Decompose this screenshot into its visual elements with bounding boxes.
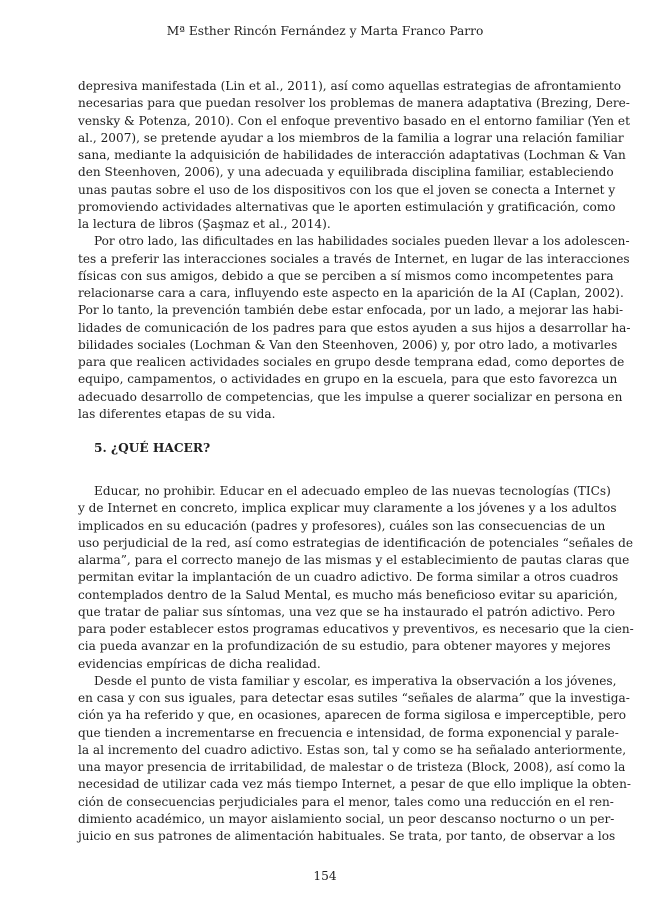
text-line: la al incremento del cuadro adictivo. Estas son, tal y como se ha señalado anteriormente, [78, 742, 627, 757]
running-head: Mª Esther Rincón Fernández y Marta Franco Parro [166, 24, 484, 38]
text-line: permitan evitar la implantación de un cuadro adictivo. De forma similar a otros cuadros [78, 570, 619, 585]
text-line: dimiento académico, un mayor aislamiento social, un peor descanso nocturno o un per- [78, 811, 615, 826]
text-line: ción de consecuencias perjudiciales para el menor, tales como una reducción en el ren- [78, 794, 614, 809]
text-line: cia pueda avanzar en la profundización de su estudio, para obtener mayores y mejores [78, 639, 611, 654]
paragraph [78, 233, 631, 423]
text-line: unas pautas sobre el uso de los dispositivos con los que el joven se conecta a Internet y [78, 182, 616, 197]
text-line: al., 2007), se pretende ayudar a los miembros de la familia a lograr una relación familiar [78, 130, 624, 145]
text-line: Educar, no prohibir. Educar en el adecuado empleo de las nuevas tecnologías (TICs) [94, 484, 611, 498]
text-line: relacionarse cara a cara, influyendo este aspecto en la aparición de la AI (Caplan, 2002). [78, 286, 624, 300]
paragraph [78, 78, 630, 233]
text-line: necesarias para que puedan resolver los problemas de manera adaptativa (Brezing, Dere- [78, 96, 630, 111]
text-line: en casa y con sus iguales, para detectar esas sutiles “señales de alarma” que la investiga- [78, 691, 630, 705]
text-line: den Steenhoven, 2006), y una adecuada y equilibrada disciplina familiar, estableciendo [78, 165, 614, 180]
text-line: para poder establecer estos programas educativos y preventivos, es necesario que la cien- [78, 622, 634, 636]
paragraph [78, 483, 634, 673]
text-line: uso perjudicial de la red, así como estrategias de identificación de potenciales “señales de [78, 535, 634, 550]
section-paragraphs [78, 483, 634, 845]
text-line: alarma”, para el correcto manejo de las mismas y el establecimiento de pautas claras que [78, 553, 630, 567]
text-line: promoviendo actividades alternativas que le aporten estimulación y gratificación, como [78, 199, 616, 214]
text-line: y de Internet en concreto, implica explicar muy claramente a los jóvenes y a los adultos [78, 501, 617, 516]
text-line: equipo, campamentos, o actividades en grupo en la escuela, para que esto favorezca un [78, 372, 618, 387]
text-line: lidades de comunicación de los padres para que estos ayuden a sus hijos a desarrollar ha- [78, 320, 631, 335]
text-line: que tienden a incrementarse en frecuencia e intensidad, de forma exponencial y parale- [78, 725, 619, 740]
text-line: necesidad de utilizar cada vez más tiempo Internet, a pesar de que ello implique la obten- [78, 777, 631, 792]
text-line: físicas con sus amigos, debido a que se perciben a sí mismos como incompetentes para [78, 268, 614, 283]
text-line: juicio en sus patrones de alimentación habituales. Se trata, por tanto, de observar a los [78, 829, 616, 843]
text-line: para que realicen actividades sociales en grupo desde temprana edad, como deportes de [78, 355, 625, 369]
text-line: implicados en su educación (padres y profesores), cuáles son las consecuencias de un [78, 518, 606, 533]
text-line: Por lo tanto, la prevención también debe estar enfocada, por un lado, a mejorar las habi- [78, 303, 624, 318]
text-line: sana, mediante la adquisición de habilidades de interacción adaptativas (Lochman & Van [78, 148, 626, 162]
text-line: depresiva manifestada (Lin et al., 2011), así como aquellas estrategias de afrontamiento [78, 79, 622, 93]
text-line: adecuado desarrollo de competencias, que les impulse a querer socializar en persona en [78, 389, 623, 404]
text-line: tes a preferir las interacciones sociales a través de Internet, en lugar de las interacciones [78, 251, 630, 266]
text-line: contemplados dentro de la Salud Mental, es mucho más beneficioso evitar su aparición, [78, 587, 618, 602]
text-line: una mayor presencia de irritabilidad, de malestar o de tristeza (Block, 2008), así como la [78, 760, 626, 774]
text-line: evidencias empíricas de dicha realidad. [78, 656, 321, 671]
intro-paragraphs [78, 78, 631, 423]
body-text [78, 78, 634, 845]
text-line: la lectura de libros (Şaşmaz et al., 2014). [78, 217, 331, 231]
section-heading: 5. ¿QUÉ HACER? [94, 441, 211, 455]
text-line: las diferentes etapas de su vida. [78, 406, 276, 421]
text-line: vensky & Potenza, 2010). Con el enfoque preventivo basado en el entorno familiar (Yen et [78, 113, 630, 128]
page-number: 154 [313, 869, 337, 883]
text-line: ción ya ha referido y que, en ocasiones, aparecen de forma sigilosa e imperceptible, pero [78, 708, 627, 723]
text-line: Desde el punto de vista familiar y escolar, es imperativa la observación a los jóvenes, [94, 673, 617, 688]
text-line: que tratar de paliar sus síntomas, una vez que se ha instaurado el patrón adictivo. Pero [78, 604, 616, 619]
text-line: Por otro lado, las dificultades en las habilidades sociales pueden llevar a los adolescen- [94, 234, 630, 249]
text-line: bilidades sociales (Lochman & Van den Steenhoven, 2006) y, por otro lado, a motivarles [78, 337, 618, 352]
paragraph [78, 673, 631, 846]
